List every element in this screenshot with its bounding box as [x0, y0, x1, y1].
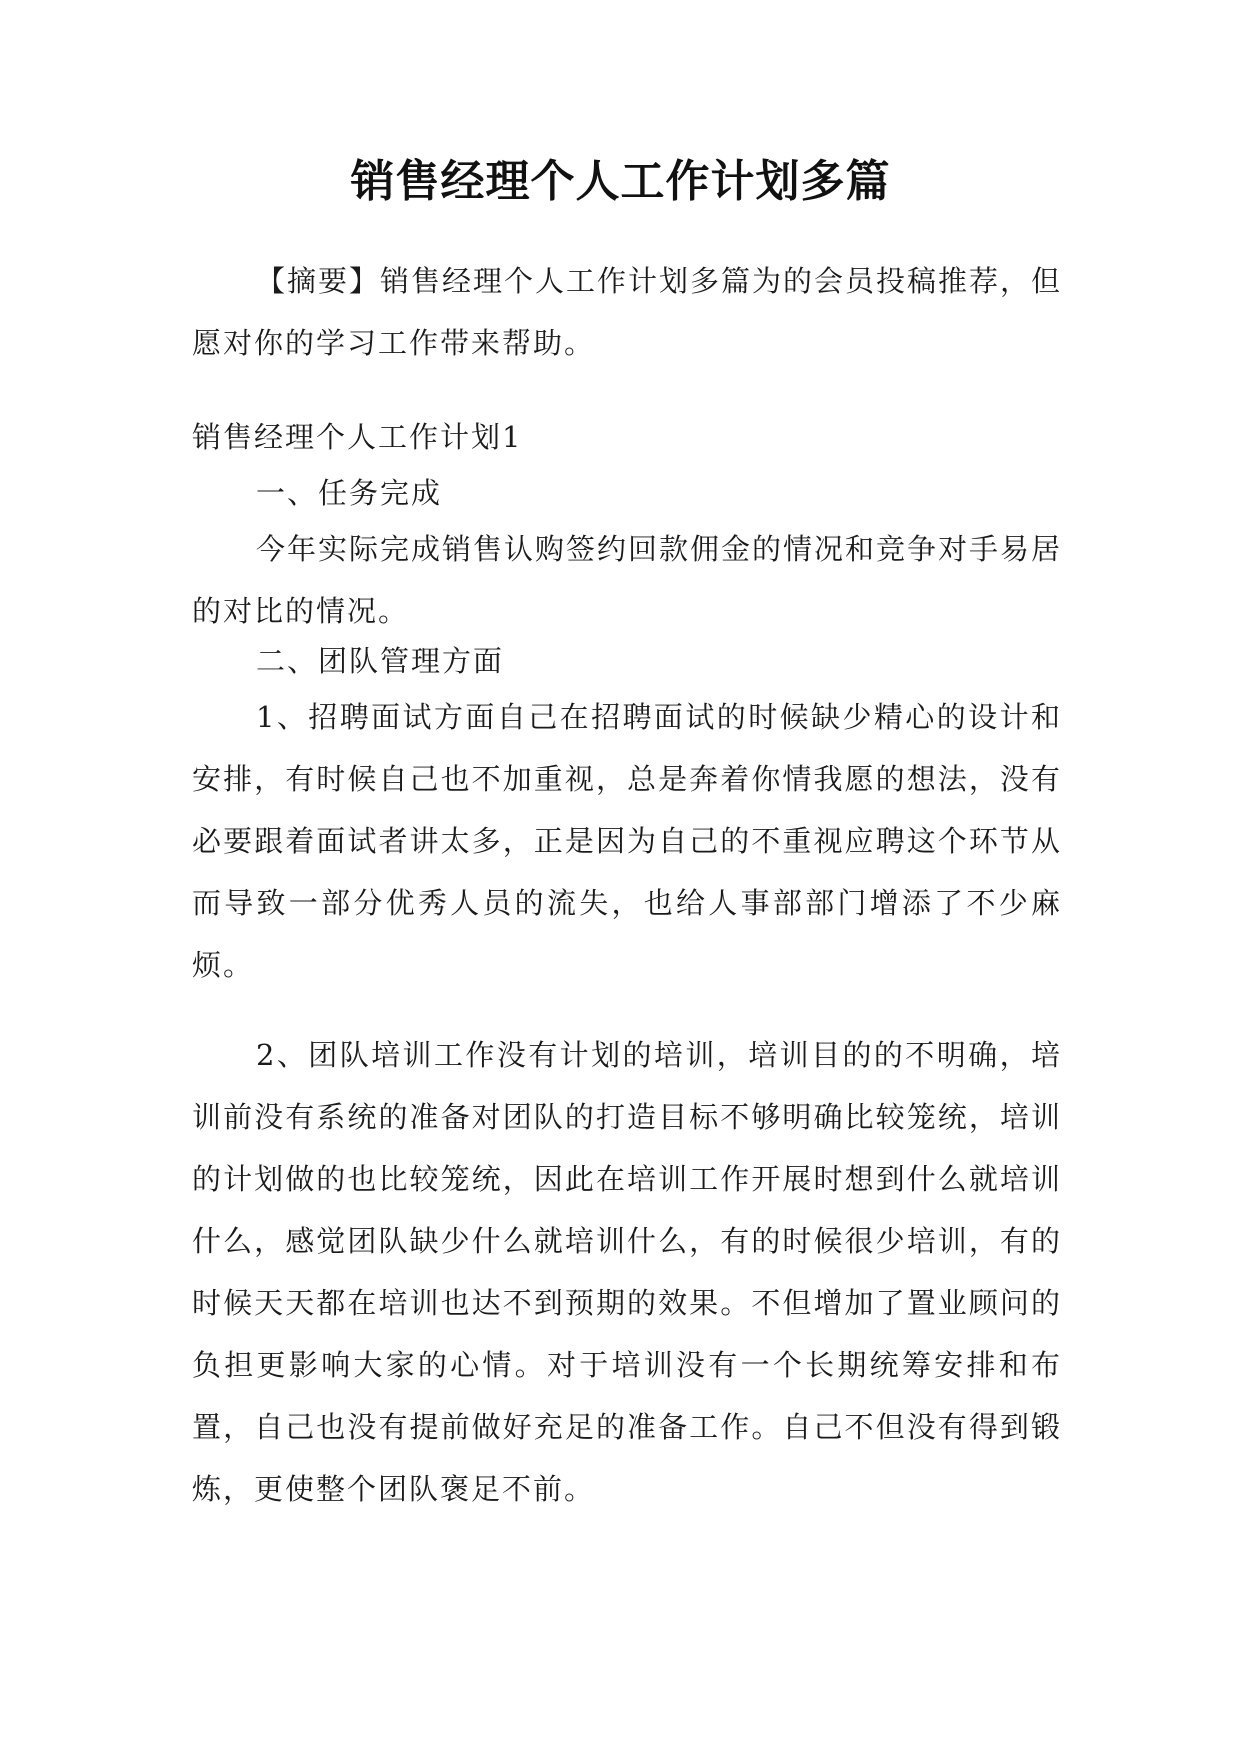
- point-2-paragraph: 2、团队培训工作没有计划的培训，培训目的的不明确，培训前没有系统的准备对团队的打造目标不够明确比较笼统，培训的计划做的也比较笼统，因此在培训工作开展时想到什么就培训什么，感觉团队缺少什么就培训什么，有的时候很少培训，有的时候天天都在培训也达不到预期的效果。不但增加了置业顾问的负担更影响大家的心情。对于培训没有一个长期统筹安排和布置，自己也没有提前做好充足的准备工作。自己不但没有得到锻炼，更使整个团队褒足不前。: [192, 1038, 1062, 1506]
- point-1-paragraph: 1、招聘面试方面自己在招聘面试的时候缺少精心的设计和安排，有时候自己也不加重视，总是奔着你情我愿的想法，没有必要跟着面试者讲太多，正是因为自己的不重视应聘这个环节从而导致一部分优秀人员的流失，也给人事部部门增添了不少麻烦。: [192, 700, 1062, 982]
- section-heading: 销售经理个人工作计划1: [192, 420, 523, 454]
- item-1-heading: 一、任务完成: [256, 476, 443, 510]
- abstract-paragraph: 【摘要】销售经理个人工作计划多篇为的会员投稿推荐，但愿对你的学习工作带来帮助。: [192, 264, 1063, 360]
- item-1-paragraph: 今年实际完成销售认购签约回款佣金的情况和竞争对手易居的对比的情况。: [192, 532, 1063, 628]
- item-2-heading: 二、团队管理方面: [256, 644, 505, 678]
- document-title: 销售经理个人工作计划多篇: [350, 156, 891, 207]
